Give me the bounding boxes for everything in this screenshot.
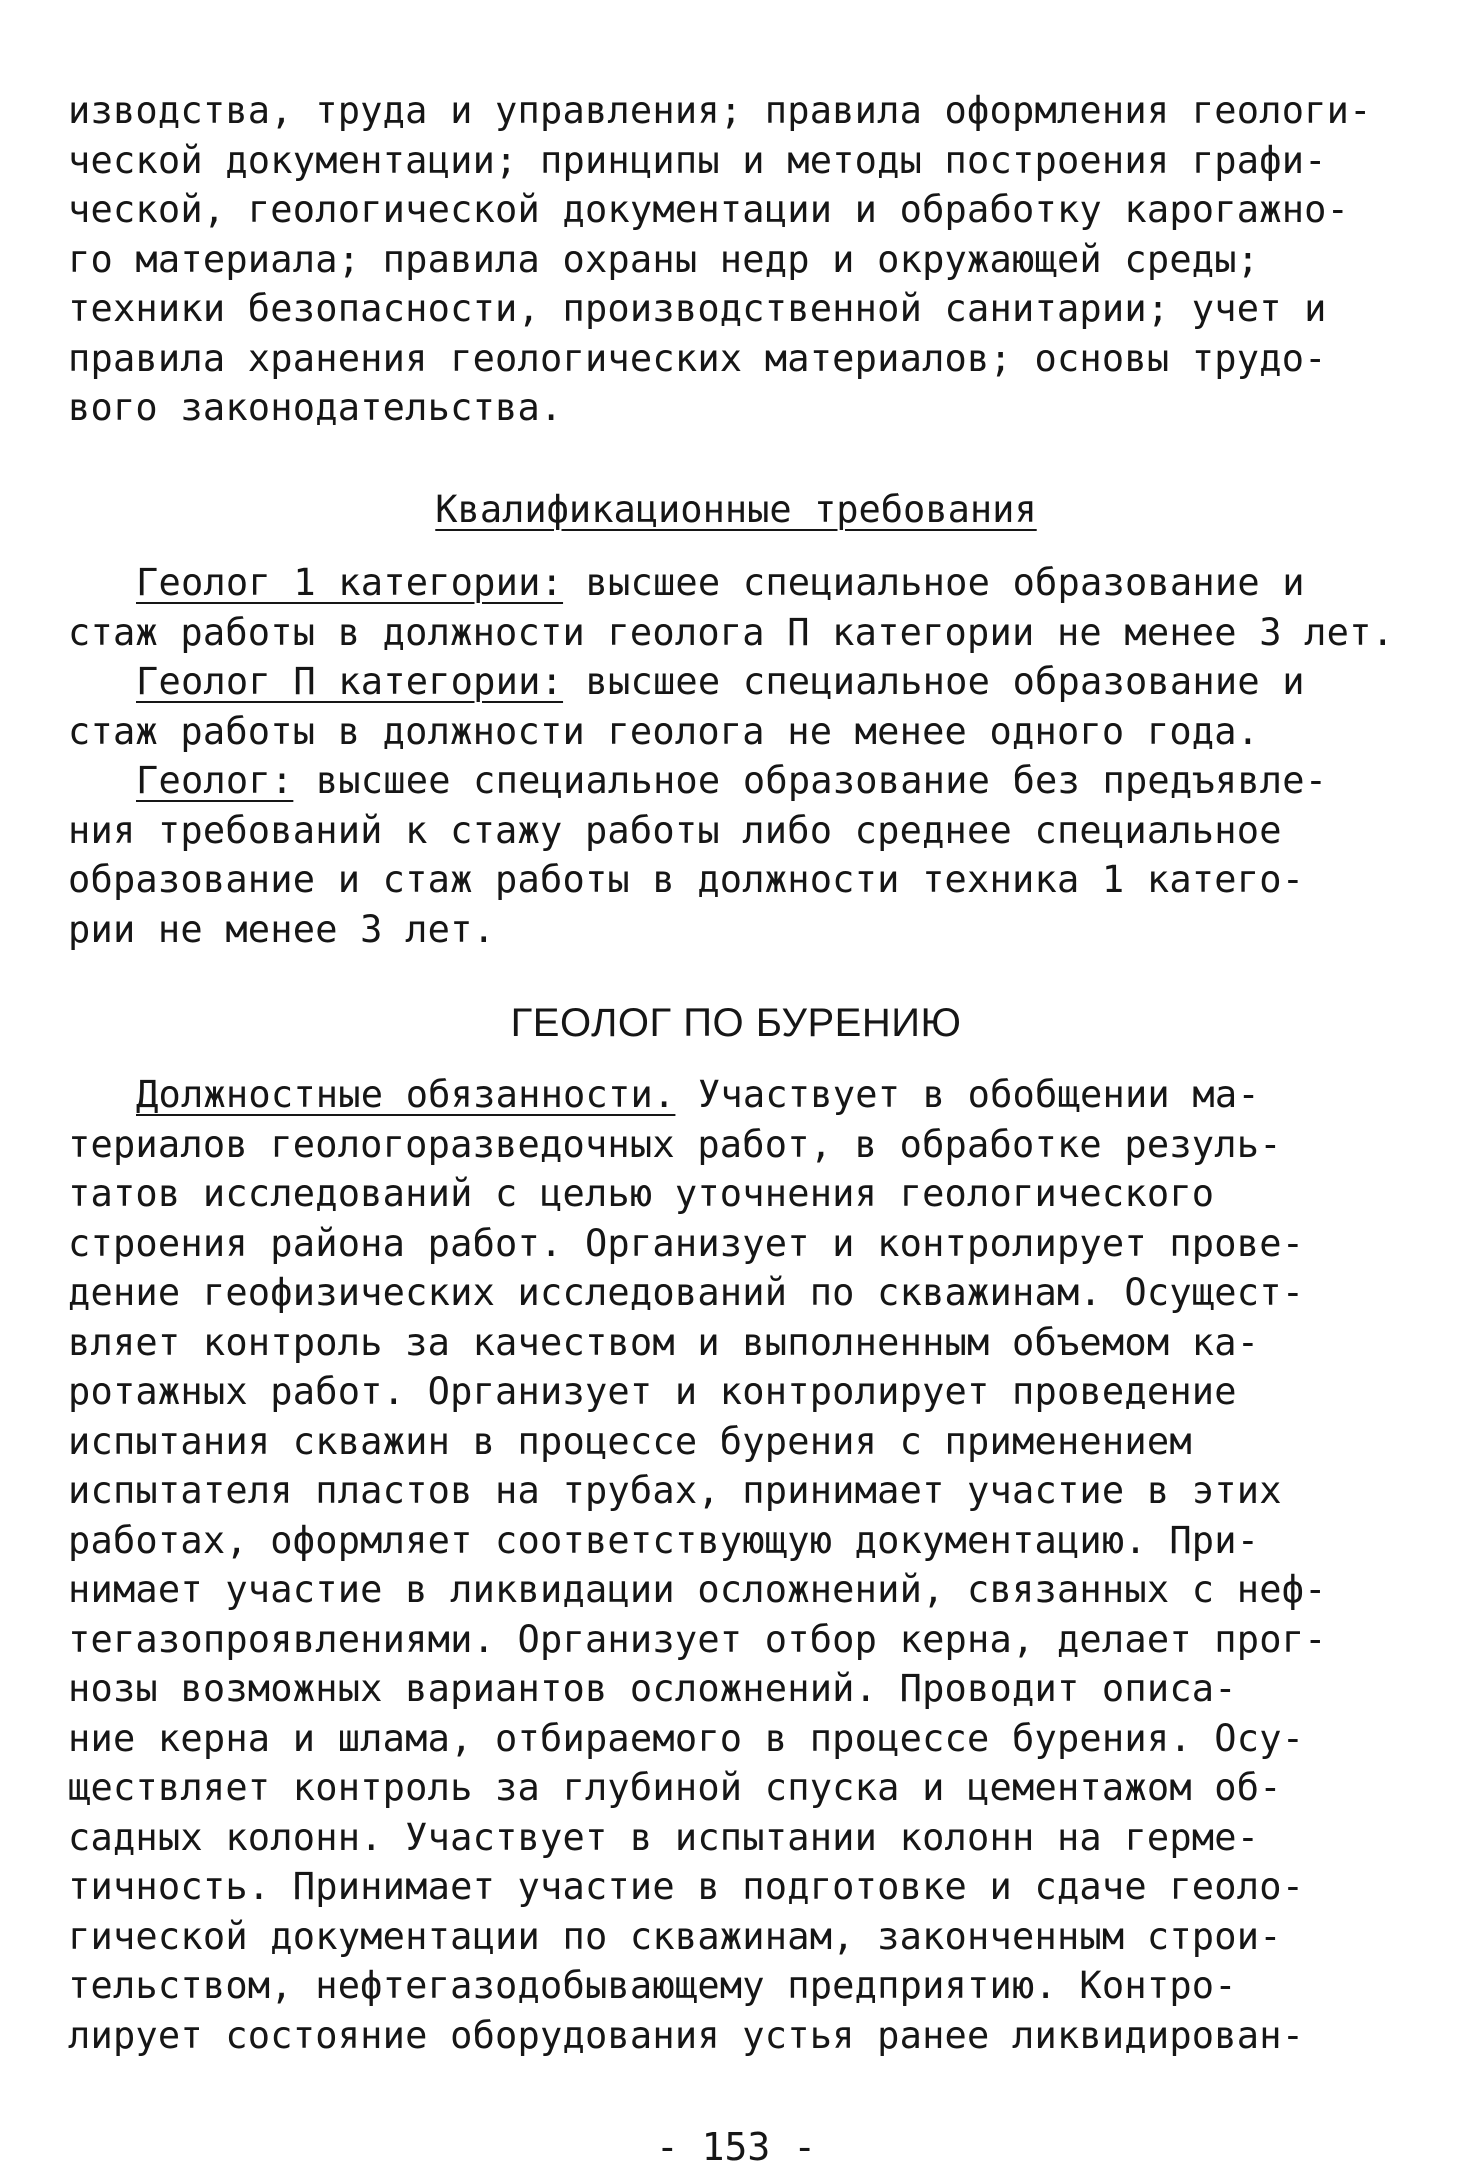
text-line: нозы возможных вариантов осложнений. Проводит описа- <box>68 1667 1237 1710</box>
text-line: тельством, нефтегазодобывающему предприятию. Контро- <box>68 1964 1237 2007</box>
text-line: тичность. Принимает участие в подготовке и сдаче геоло- <box>68 1865 1305 1908</box>
text-line: образование и стаж работы в должности техника 1 катего- <box>68 858 1305 901</box>
section-title: ГЕОЛОГ ПО БУРЕНИЮ <box>510 1001 962 1045</box>
text-line: изводства, труда и управления; правила оформления геологи- <box>68 89 1372 132</box>
text-line: го материала; правила охраны недр и окружающей среды; <box>68 237 1260 281</box>
text-line: татов исследований с целью уточнения геологического <box>68 1172 1215 1215</box>
qualification-cat2 <box>68 657 1388 707</box>
qualifications-heading-wrap <box>0 485 1472 535</box>
text-line: ротажных работ. Организует и контролирует проведение <box>68 1370 1237 1413</box>
text-line: стаж работы в должности геолога не менее одного года. <box>68 709 1260 753</box>
text-line: правила хранения геологических материалов; основы трудо- <box>68 336 1327 380</box>
cat2-label: Геолог П категории: <box>136 660 564 703</box>
duties-first-line <box>68 1070 1388 1120</box>
text-line: техники безопасности, производственной санитарии; учет и <box>68 287 1327 330</box>
text-line: вляет контроль за качеством и выполненным объемом ка- <box>68 1320 1260 1364</box>
text-line: испытателя пластов на трубах, принимает участие в этих <box>68 1469 1282 1512</box>
geolog-label: Геолог: <box>136 759 294 802</box>
duties-label: Должностные обязанности. <box>136 1073 676 1116</box>
text-line: тегазопроявлениями. Организует отбор керна, делает прог- <box>68 1617 1327 1661</box>
text-line: ческой документации; принципы и методы построения графи- <box>68 138 1327 182</box>
text-line: работах, оформляет соответствующую документацию. При- <box>68 1518 1260 1562</box>
geolog-text: высшее специальное образование без предъявле- <box>293 759 1328 802</box>
cat1-label: Геолог 1 категории: <box>136 561 564 604</box>
text-line: ния требований к стажу работы либо среднее специальное <box>68 808 1282 852</box>
qualifications-heading: Квалификационные требования <box>435 488 1037 531</box>
qualifications-block <box>68 558 1395 954</box>
text-line: ние керна и шлама, отбираемого в процессе бурения. Осу- <box>68 1716 1305 1760</box>
duties-paragraph <box>68 1070 1388 2060</box>
text-line: стаж работы в должности геолога П категории не менее 3 лет. <box>68 610 1395 654</box>
text-line: дение геофизических исследований по скважинам. Осущест- <box>68 1271 1305 1314</box>
cat2-text: высшее специальное образование и <box>563 660 1305 703</box>
text-line: строения района работ. Организует и контролирует прове- <box>68 1221 1305 1265</box>
intro-paragraph <box>68 86 1388 433</box>
text-line: садных колонн. Участвует в испытании колонн на герме- <box>68 1815 1260 1859</box>
text-line: ществляет контроль за глубиной спуска и цементажом об- <box>68 1766 1282 1809</box>
page-number: - 153 - <box>655 2125 817 2169</box>
text-line: гической документации по скважинам, законченным строи- <box>68 1914 1282 1958</box>
text-line: испытания скважин в процессе бурения с применением <box>68 1419 1192 1463</box>
cat1-text: высшее специальное образование и <box>563 561 1305 604</box>
qualification-geolog <box>68 756 1388 806</box>
duties-text: Участвует в обобщении ма- <box>675 1073 1260 1116</box>
text-line: вого законодательства. <box>68 386 563 429</box>
text-line: нимает участие в ликвидации осложнений, связанных с неф- <box>68 1568 1327 1611</box>
text-line: ческой, геологической документации и обработку карогажно- <box>68 188 1350 231</box>
text-line: териалов геологоразведочных работ, в обработке резуль- <box>68 1122 1282 1166</box>
text-line: лирует состояние оборудования устья ранее ликвидирован- <box>68 2013 1305 2057</box>
text-line: рии не менее 3 лет. <box>68 907 496 951</box>
qualification-cat1 <box>68 558 1388 608</box>
